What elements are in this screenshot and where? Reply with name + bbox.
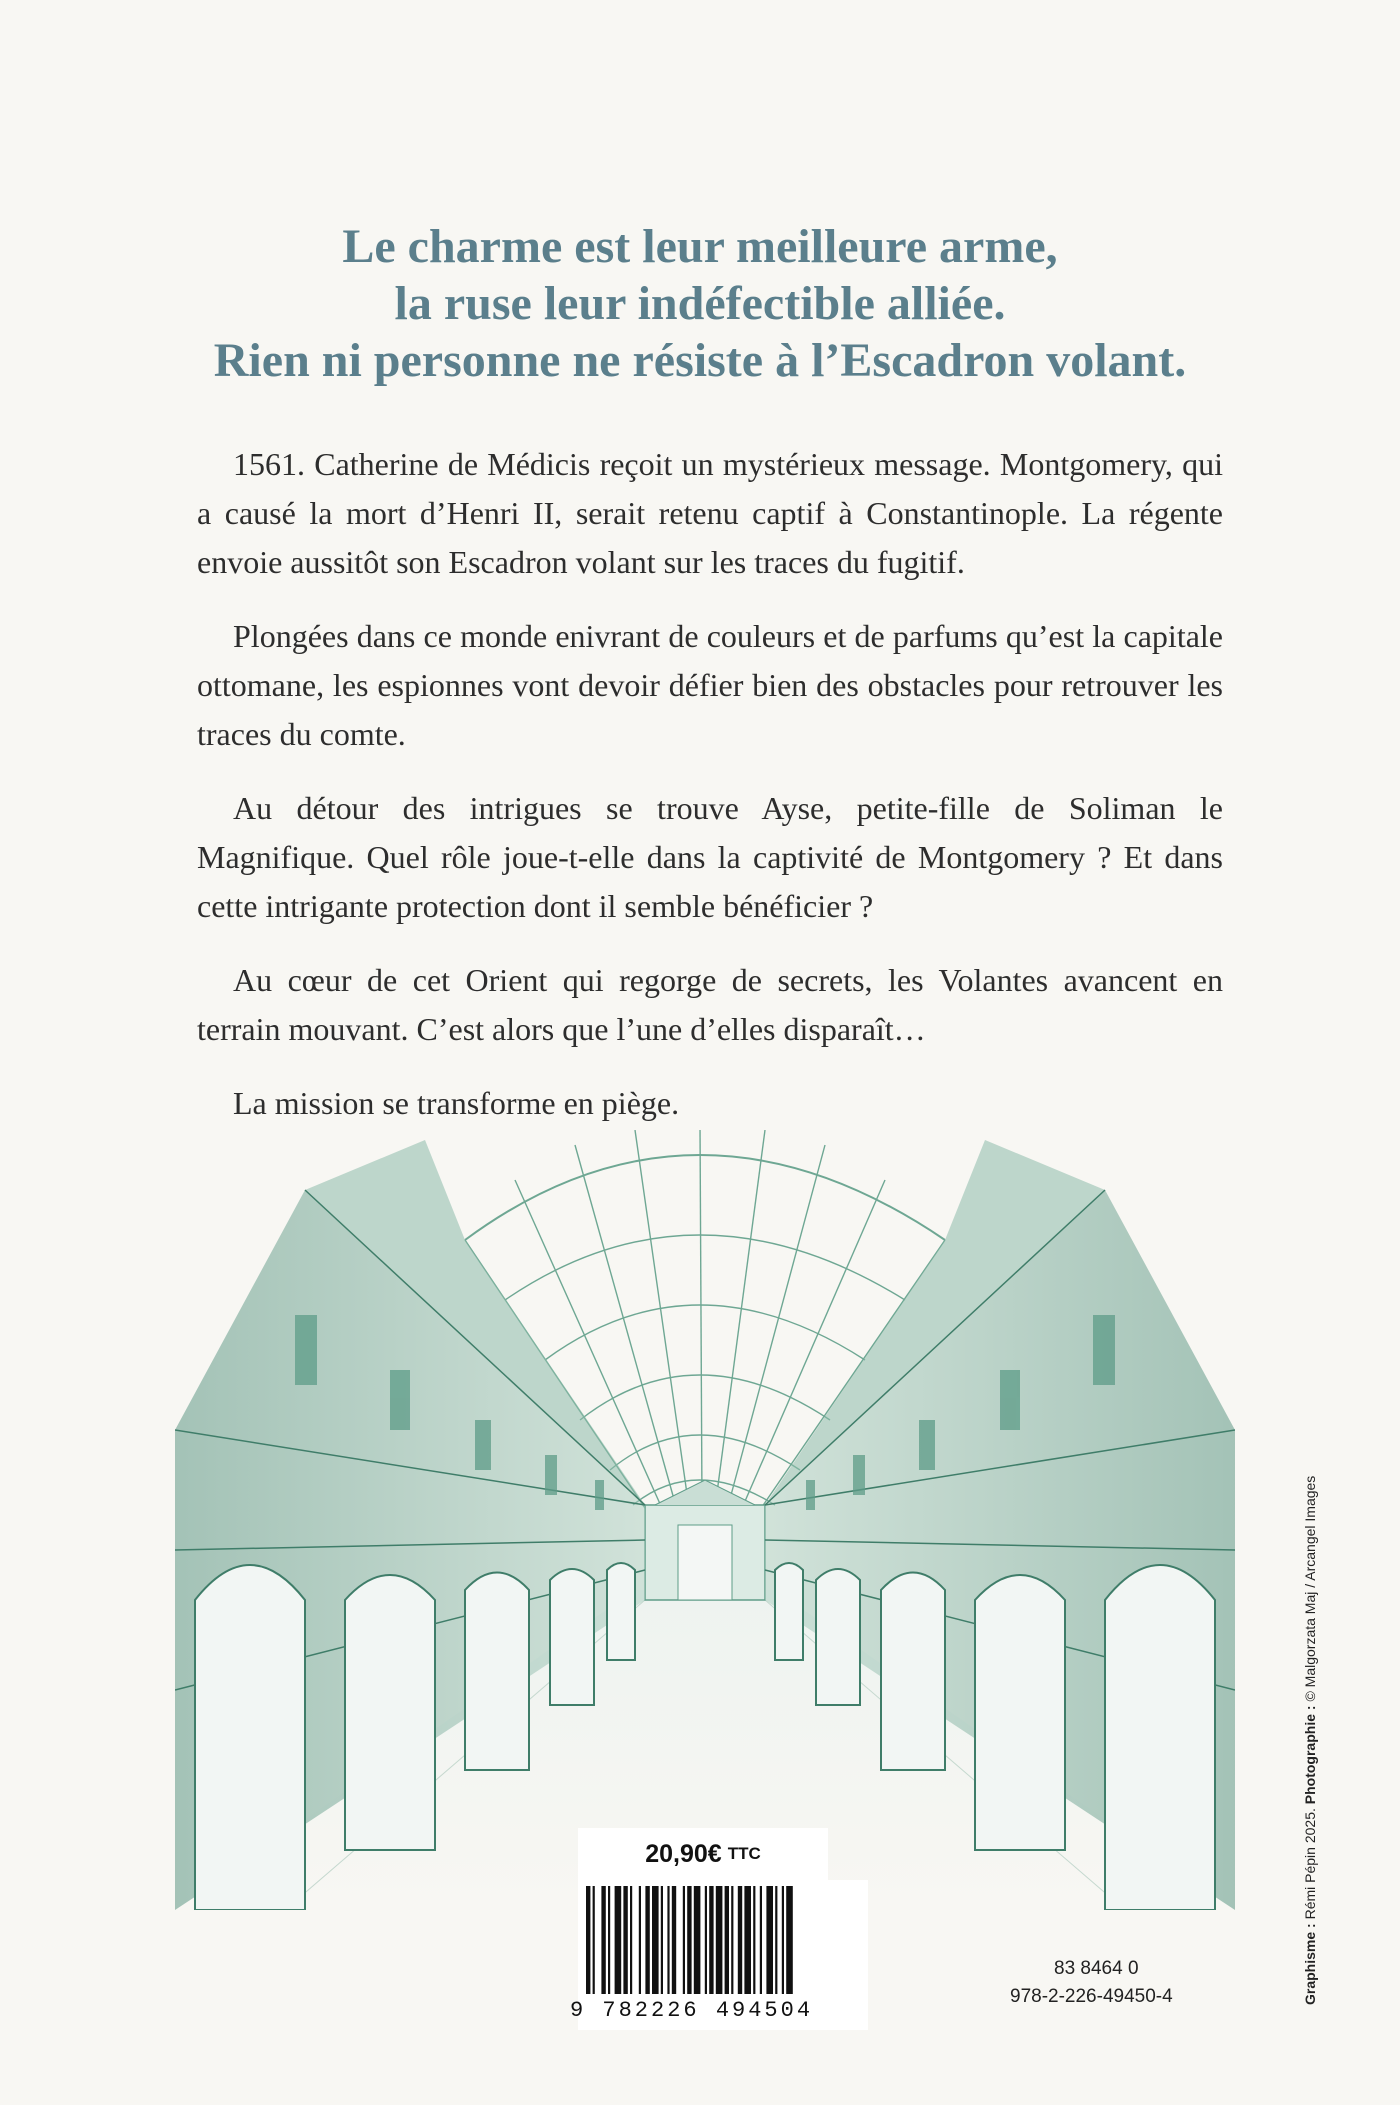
photo-label: Photographie :: [1302, 1705, 1318, 1805]
photo-value: © Malgorzata Maj / Arcangel Images: [1302, 1475, 1318, 1702]
barcode-digits: 9 782226 494504: [570, 1998, 814, 2023]
blurb: [197, 440, 1223, 1153]
blurb-paragraph-4: Au cœur de cet Orient qui regorge de secrets, les Volantes avancent en terrain mouvant. C’est alors que l’une d’elles disparaît…: [197, 962, 1223, 1047]
blurb-paragraph-3: Au détour des intrigues se trouve Ayse, petite-fille de Soliman le Magnifique. Quel rôle joue-t-elle dans la captivité de Montgomery ? Et dans cette intrigante protection dont il semble bénéficier ?: [197, 790, 1223, 924]
graphisme-label: Graphisme :: [1302, 1923, 1318, 2005]
price-amount: 20,90€: [645, 1839, 722, 1868]
credits: [1302, 1325, 1318, 2005]
blurb-paragraph-5: La mission se transforme en piège.: [233, 1085, 680, 1121]
blurb-paragraph-2: Plongées dans ce monde enivrant de couleurs et de parfums qu’est la capitale ottomane, les espionnes vont devoir défier bien des obstacles pour retrouver les traces du comte.: [197, 618, 1223, 752]
graphisme-value: Rémi Pépin 2025.: [1302, 1808, 1318, 1920]
blurb-paragraph-1: 1561. Catherine de Médicis reçoit un mystérieux message. Montgomery, qui a causé la mort d’Henri II, serait retenu captif à Constantinople. La régente envoie aussitôt son Escadron volant sur les traces du fugitif.: [197, 446, 1223, 580]
product-codes: [1010, 1955, 1173, 2011]
barcode: [578, 1880, 868, 1995]
internal-code: 83 8464 0: [1054, 1958, 1139, 1979]
arcade-gallery-illustration: [175, 1130, 1235, 1910]
isbn-number: 978-2-226-49450-4: [1010, 1986, 1173, 2007]
tagline: [0, 218, 1400, 389]
tagline-line-3: Rien ni personne ne résiste à l’Escadron volant.: [213, 334, 1187, 387]
tagline-line-2: la ruse leur indéfectible alliée.: [394, 277, 1006, 330]
tagline-line-1: Le charme est leur meilleure arme,: [342, 220, 1058, 273]
price-suffix: TTC: [727, 1844, 761, 1863]
price-label: [578, 1828, 828, 1880]
